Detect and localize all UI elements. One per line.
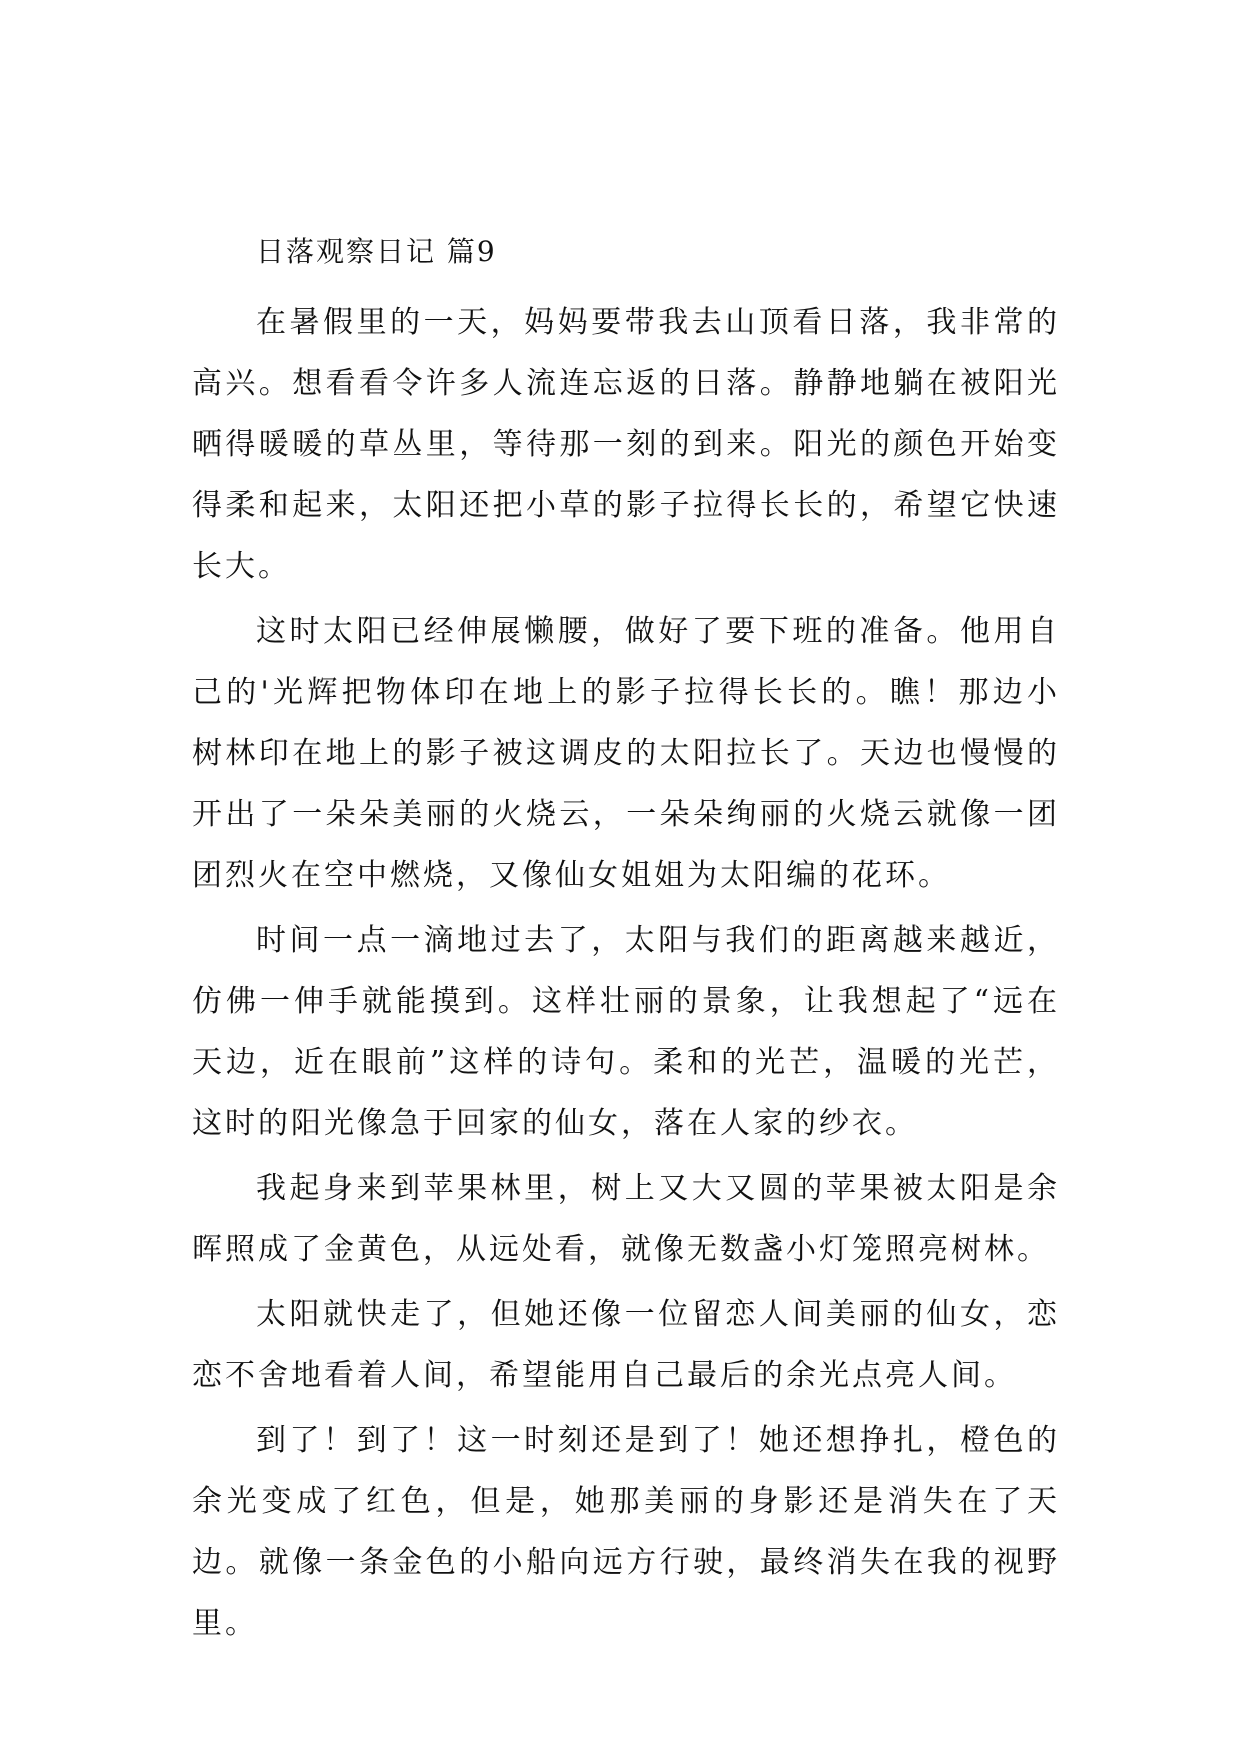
paragraph-1: 在暑假里的一天，妈妈要带我去山顶看日落，我非常的高兴。想看看令许多人流连忘返的日落。静静地躺在被阳光晒得暖暖的草丛里，等待那一刻的到来。阳光的颜色开始变得柔和起来，太阳还把小草的影子拉得长长的，希望它快速长大。 bbox=[192, 305, 1060, 584]
paragraph-3: 时间一点一滴地过去了，太阳与我们的距离越来越近，仿佛一伸手就能摸到。这样壮丽的景象，让我想起了“远在天边，近在眼前”这样的诗句。柔和的光芒，温暖的光芒，这时的阳光像急于回家的仙女，落在人家的纱衣。 bbox=[192, 923, 1060, 1141]
document-title: 日落观察日记 篇9 bbox=[256, 235, 497, 268]
paragraph-4: 我起身来到苹果林里，树上又大又圆的苹果被太阳是余晖照成了金黄色，从远处看，就像无数盏小灯笼照亮树林。 bbox=[192, 1171, 1060, 1267]
paragraph-6: 到了！到了！这一时刻还是到了！她还想挣扎，橙色的余光变成了红色，但是，她那美丽的身影还是消失在了天边。就像一条金色的小船向远方行驶，最终消失在我的视野里。 bbox=[192, 1423, 1060, 1641]
document-page bbox=[192, 222, 1060, 1658]
paragraph-5: 太阳就快走了，但她还像一位留恋人间美丽的仙女，恋恋不舍地看着人间，希望能用自己最后的余光点亮人间。 bbox=[192, 1297, 1060, 1393]
paragraph-2: 这时太阳已经伸展懒腰，做好了要下班的准备。他用自己的'光辉把物体印在地上的影子拉得长长的。瞧！那边小树林印在地上的影子被这调皮的太阳拉长了。天边也慢慢的开出了一朵朵美丽的火烧云，一朵朵绚丽的火烧云就像一团团烈火在空中燃烧，又像仙女姐姐为太阳编的花环。 bbox=[192, 614, 1060, 893]
